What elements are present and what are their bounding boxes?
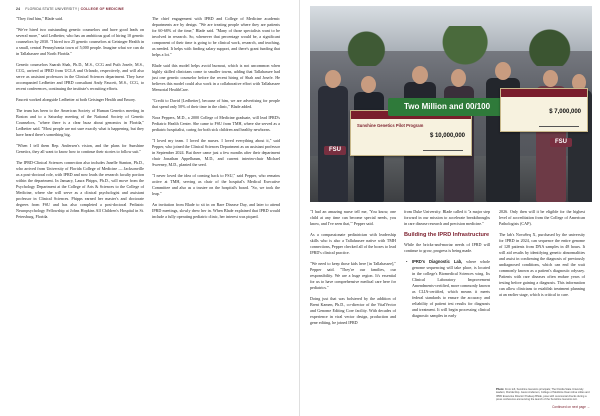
paragraph: "When I tell them Rep. Andersen's vision, and the plans for Sunshine Genetics, they all want to know how to continue their stories to follow suit." bbox=[16, 143, 144, 154]
ceremonial-check-right bbox=[500, 88, 588, 132]
banner-text: Two Million and 00/100 bbox=[403, 102, 491, 111]
paragraph: The IPRD-Clinical Sciences connection also includes Janelle Stanton, Ph.D., who arrived from University of Florida College of Medicine — Jacksonville as a post-doctoral role, with IPRD and now leads the research faculty portion within the department. In January, Laura Phipps, Ph.D., will move from the Psychology Department at the College of Arts & Sciences to the College of Medicine, where she will serve as a clinical psychologist and assistant professor in Clinical Sciences. Phipps earned her master's and doctorate degrees from FSU and has also completed a post-doctoral Pediatric Neuropsychology Fellowship at Johns Hopkins All Children's Hospital in St. Petersburg, Florida. bbox=[16, 160, 144, 219]
section-subhead: Building the IPRD Infrastructure bbox=[404, 232, 490, 238]
paragraph: An invitation from Blade to sit in on Rare Disease Day, and later to attend IPRD meetings, slowly drew her in. When Blade explained that IPRD would include a fully operating pediatric clinic, her interest was piqued. bbox=[152, 202, 280, 219]
person-head bbox=[495, 62, 511, 80]
bullet-item bbox=[404, 259, 490, 319]
bullet-dot-icon: • bbox=[406, 259, 408, 265]
fsu-logo-text: FSU bbox=[555, 139, 567, 145]
bullet-text: where whole genome sequencing will take place, is located in the college's Biomedical Sciences wing. Its Clinical Laboratory Improvement Amendments-certified, more commonly known as CLIA-certified, which means it meets federal standards to ensure the accuracy and reliability of patient test results for diagnosis and treatment. It will begin processing clinical diagnostic samples in early bbox=[412, 259, 490, 319]
left-column-2 bbox=[152, 16, 280, 225]
paragraph: Nora Peppers, M.D., a 2000 College of Medicine graduate, will lead IPRD's Pediatric Health Center. She came to FSU from TMH, where she served as a pediatric hospitalist, caring for both sick children and healthy newborns. bbox=[152, 115, 280, 132]
check-signature-line bbox=[539, 126, 579, 127]
paragraph: "We've hired two outstanding genetic counselors and have good leads on several more," said Ledbetter, who has an ambitious goal of hiring 10 genetic counselors by 2030. "I hired two 25 genetic counselors at Geisinger Health in a small, central Pennsylvania town of 5,000 people. Imagine what we can do in Tallahassee and North Florida." bbox=[16, 27, 144, 56]
right-column-2 bbox=[404, 209, 490, 324]
running-head-school: FLORIDA STATE UNIVERSITY bbox=[25, 7, 78, 11]
paragraph: "They find him," Blade said. bbox=[16, 16, 64, 21]
fsu-logo bbox=[550, 138, 572, 147]
person-head bbox=[451, 69, 466, 87]
paragraph: "I loved my team. I loved the nurses. I loved everything about it," said Pepper, who joined the Clinical Sciences Department as an assistant professor in September 2024. But there came just a few months after their department chair Jonathan Appelbaum, M.D., and current interim-chair Michael Sweeney, M.D., planted the seed. bbox=[152, 138, 280, 167]
right-page bbox=[300, 0, 600, 416]
paragraph: Genetic counselors Saarah Shah, Ph.D., M.S., CCG and Puth Josefe, M.S., CCG, arrived at IPRD from UCLA and Orlando, respectively, and will also serve as assistant professors in the Clinical Sciences department. They have accompanied Ledbetter and IPRD consultant Andy Faucett, M.S., CCG, to recent conferences, continuing the institute's recruiting efforts. bbox=[16, 62, 144, 91]
fsu-logo-text: FSU bbox=[329, 147, 341, 153]
fsu-logo bbox=[324, 146, 346, 155]
paragraph: "I had an amazing nurse tell me, 'You know, one child at any time can become special needs, you know, and I've seen that,'" Pepper said. bbox=[310, 209, 396, 226]
paragraph: The team has been to the American Society of Human Genetics meeting in Boston and to a Saturday meeting of the National Society of Genetic Counselors, "where there is a clear buzz about genomics in Florida," Ledbetter said. "Most people are not sure exactly what is happening, but they have heard there's something big. bbox=[16, 108, 144, 137]
bullet-title: IPRD's Diagnostic Lab, bbox=[412, 259, 463, 265]
continued-link[interactable]: Continued on next page → bbox=[552, 405, 590, 409]
person-head bbox=[412, 66, 428, 84]
paragraph: The lab's NovaSeq X, purchased by the university for IPRD in 2024, can sequence the entire genome of 128 patients from DNA samples in 48 hours. It will aid results by identifying genetic abnormalities and assist in confirming the diagnosis of previously undiagnosed conditions, which can end the wait commonly known as a patient's diagnostic odyssey. Patients with rare diseases often endure years of testing before gaining a diagnosis. This information can allow clinicians to establish treatment planning at an earlier stage, which is critical to care. bbox=[499, 232, 585, 297]
paragraph: While the bricks-and-mortar needs of IPRD will continue to grow, progress is being made. bbox=[404, 242, 490, 254]
check-header-bar bbox=[501, 89, 587, 97]
paragraph: Doing just that was bolstered by the addition of Brent Kamen, Ph.D., co-director of the VitalVector and Genome Editing Core facility. With decades of experience in viral vector design, production and gene editing, he joined IPRD bbox=[310, 296, 396, 325]
right-column-1 bbox=[310, 209, 396, 331]
right-column-3 bbox=[499, 209, 585, 303]
press-conference-photo bbox=[310, 6, 592, 202]
amount-banner bbox=[388, 98, 506, 116]
left-running-head: 24 FLORIDA STATE UNIVERSITY | COLLEGE OF MEDICINE bbox=[16, 7, 124, 11]
check-signature-line bbox=[423, 150, 463, 151]
paragraph: "We need to keep those kids here [in Tallahassee]," Pepper said. "They're our families, our responsibility. We are a huge region. It's essential for us to have comprehensive medical care here for pediatrics." bbox=[310, 261, 396, 290]
paragraph: "Credit to David [Ledbetter], because of him, we are advertising for people that spend only 50% of their time in the clinic," Blade added. bbox=[152, 98, 280, 109]
check-amount: $ 10,000,000 bbox=[429, 133, 465, 139]
paragraph: from Duke University. Blade called it "a major step forward in our mission to accelerate breakthroughs in rare disease research and precision medicine." bbox=[404, 209, 490, 226]
check-amount: $ 7,000,000 bbox=[549, 109, 581, 115]
paragraph: Faucett worked alongside Ledbetter at both Geisinger Health and Emory. bbox=[16, 97, 136, 102]
person-head bbox=[361, 76, 376, 93]
check-title: Sunshine Genetics Pilot Program bbox=[357, 123, 424, 128]
person-figure bbox=[318, 86, 348, 202]
left-page-number: 24 bbox=[16, 7, 21, 11]
caption-text: From left, Sunshine Genetics principals; The Florida State University leaders; Florida Rep. Jason Andersen, College of Medicine Dean Alma Littles and IPRD Executive Director Pradeep Bhide, pose with ceremonial checks during a press conference announcing the launch of the Sunshine Genetics Act. bbox=[496, 388, 590, 401]
paragraph: "I never loved the idea of coming back to FSU," said Pepper, who remains active at TMH, serving as chair of the hospital's Medical Executive Committee and also as a trustee on the hospital's board. "So, we took the leap." bbox=[152, 173, 280, 196]
paragraph: 2026. Only then will it be eligible for the highest level of accreditation from the College of American Pathologists (CAP). bbox=[499, 209, 585, 226]
paragraph: The chief engagement with IPRD and College of Medicine academic departments are by design. "We are treating people where they are patients for 60-68% of the time," Blade said. "Many of those specialists want to be involved in research. So, whenever that percentage would be, a significant component of their time is going to be clinical work, research, and teaching, as needed. It helps with finding salary support, and there's grant funding that helps a lot." bbox=[152, 16, 280, 57]
ceremonial-check-left bbox=[350, 110, 472, 156]
paragraph: As a compassionate pediatrician with leadership skills who is also a Tallahassee native with TMH connections, Pepper checked all of the boxes to lead IPRD's clinical practice. bbox=[310, 232, 396, 255]
photo-caption bbox=[496, 388, 592, 401]
running-head-college: COLLEGE OF MEDICINE bbox=[80, 7, 124, 11]
person-head bbox=[543, 70, 558, 87]
caption-label: Photo: bbox=[496, 388, 505, 391]
paragraph: Blade said this model helps avoid burnout, which is not uncommon when highly skilled clinicians come to smaller towns, adding that Tallahassee had just one genetic counselor before the recent hiring of Shah and Josefe. He believes this model could also work in a collaborative effort with Tallahassee Memorial HealthCare. bbox=[152, 63, 280, 92]
left-column-1 bbox=[16, 16, 144, 225]
photo-trees bbox=[310, 26, 592, 66]
person-head bbox=[325, 70, 341, 88]
